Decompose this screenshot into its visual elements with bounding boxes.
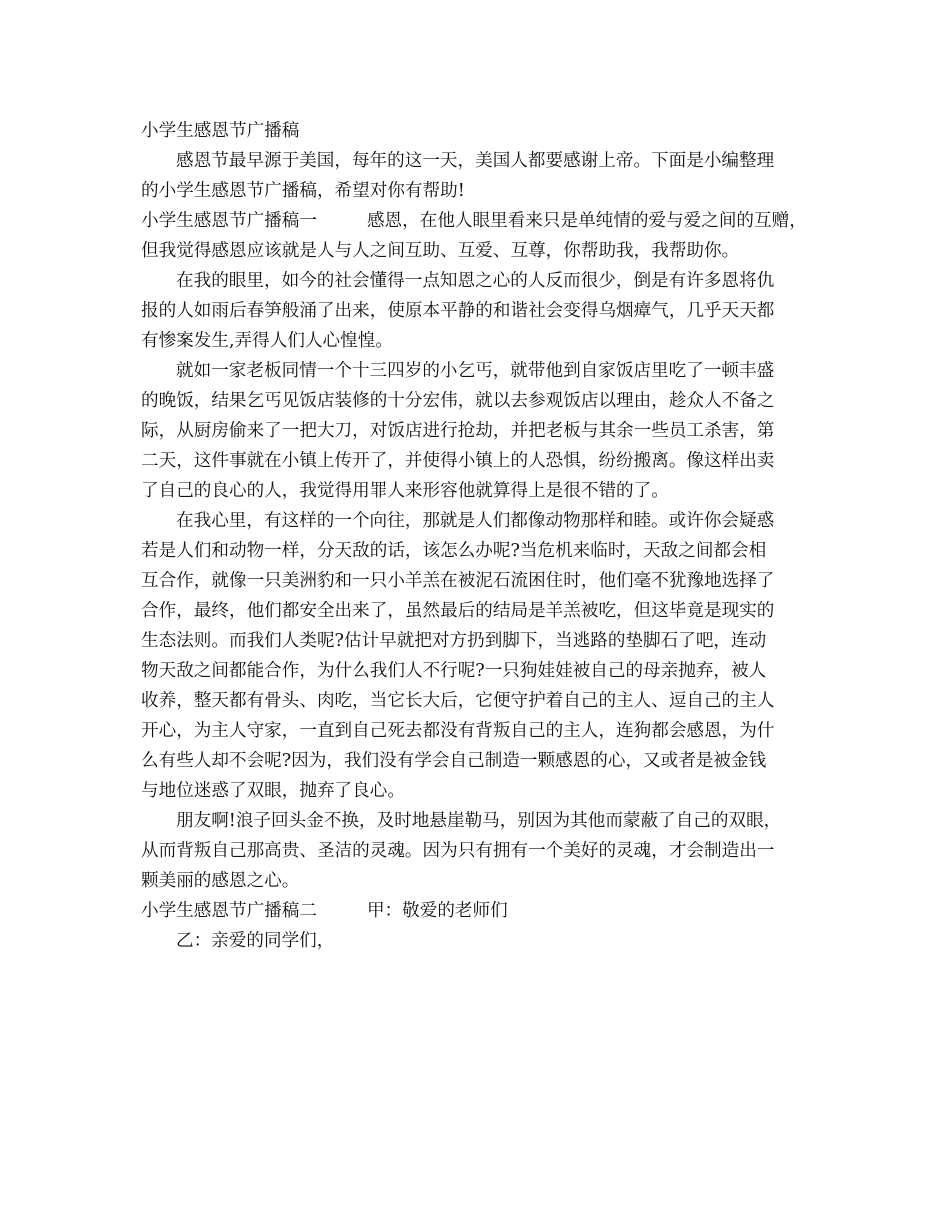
s1-p1-line-2: 但我觉得感恩应该就是人与人之间互助、互爱、互尊，你帮助我，我帮助你。 [141,241,740,261]
s1-p3-line-2: 的晚饭，结果乞丐见饭店装修的十分宏伟，就以去参观饭店以理由，趁众人不备之 [141,391,775,411]
s1-p2-line-2: 报的人如雨后春笋般涌了出来，使原本平静的和谐社会变得乌烟瘴气，几乎天天都 [141,301,775,321]
s1-p3-line-5: 了自己的良心的人，我觉得用罪人来形容他就算得上是很不错的了。 [141,481,669,501]
s1-p4-line-6: 物天敌之间都能合作，为什么我们人不行呢?一只狗娃娃被自己的母亲抛弃，被人 [141,661,767,681]
s1-p3-line-4: 二天，这件事就在小镇上传开了，并使得小镇上的人恐惧，纷纷搬离。像这样出卖 [141,451,775,471]
s1-p4-line-3: 互合作，就像一只美洲豹和一只小羊羔在被泥石流困住时，他们毫不犹豫地选择了 [141,571,775,591]
intro-line-2: 的小学生感恩节广播稿，希望对你有帮助! [141,181,465,201]
s1-p2-line-1: 在我的眼里，如今的社会懂得一点知恩之心的人反而很少，倒是有许多恩将仇 [176,271,775,291]
s1-p4-line-7: 收养，整天都有骨头、肉吃，当它长大后，它便守护着自己的主人、逗自己的主人 [141,691,775,711]
s1-p4-line-10: 与地位迷惑了双眼，抛弃了良心。 [141,781,405,801]
s1-p5-line-3: 颗美丽的感恩之心。 [141,871,300,891]
s1-p5-line-1: 朋友啊!浪子回头金不换，及时地悬崖勒马，别因为其他而蒙蔽了自己的双眼， [176,811,782,831]
s1-p2-line-3: 有惨案发生,弄得人们人心惶惶。 [141,331,393,351]
document-title: 小学生感恩节广播稿 [141,121,300,141]
section-1 [141,206,821,896]
section-2-heading: 小学生感恩节广播稿二 [141,901,317,921]
intro-paragraph [141,146,821,206]
section-2-first-line: 甲：敬爱的老师们 [366,901,508,921]
s1-p4-line-8: 开心，为主人守家，一直到自己死去都没有背叛自己的主人，连狗都会感恩，为什 [141,721,775,741]
section-1-heading-line [141,206,821,236]
s1-p4-line-4: 合作，最终，他们都安全出来了，虽然最后的结局是羊羔被吃，但这毕竟是现实的 [141,601,775,621]
s1-p3-line-1: 就如一家老板同情一个十三四岁的小乞丐，就带他到自家饭店里吃了一顿丰盛 [176,361,775,381]
section-1-heading: 小学生感恩节广播稿一 [141,211,317,231]
section-2-heading-line [141,896,821,926]
document-page [141,116,821,956]
section-2 [141,896,821,956]
s1-p4-line-9: 么有些人却不会呢?因为，我们没有学会自己制造一颗感恩的心，又或者是被金钱 [141,751,767,771]
s1-p4-line-5: 生态法则。而我们人类呢?估计早就把对方扔到脚下，当逃路的垫脚石了吧，连动 [141,631,767,651]
s2-p1-line-1: 乙：亲爱的同学们， [176,931,335,951]
section-1-first-line: 感恩，在他人眼里看来只是单纯情的爱与爱之间的互赠， [366,211,807,231]
s1-p4-line-2: 若是人们和动物一样，分天敌的话，该怎么办呢?当危机来临时，天敌之间都会相 [141,541,767,561]
s1-p3-line-3: 际，从厨房偷来了一把大刀，对饭店进行抢劫，并把老板与其余一些员工杀害，第 [141,421,775,441]
intro-line-1: 感恩节最早源于美国，每年的这一天，美国人都要感谢上帝。下面是小编整理 [176,151,775,171]
s1-p4-line-1: 在我心里，有这样的一个向往，那就是人们都像动物那样和睦。或许你会疑惑 [176,511,775,531]
s1-p5-line-2: 从而背叛自己那高贵、圣洁的灵魂。因为只有拥有一个美好的灵魂，才会制造出一 [141,841,775,861]
